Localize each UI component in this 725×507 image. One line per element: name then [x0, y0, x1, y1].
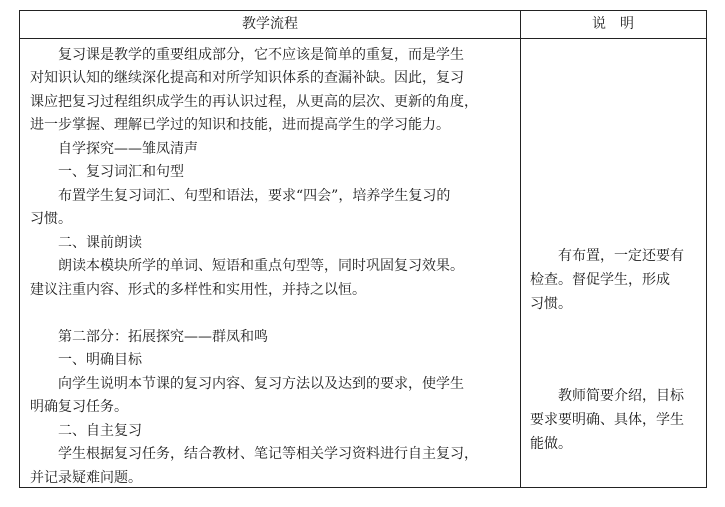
- column-divider: [520, 11, 521, 487]
- section-heading: 第二部分：拓展探究——群凤和鸣: [30, 329, 268, 345]
- note-line: 有布置，一定还要有: [530, 248, 684, 264]
- note-line: 检查。督促学生，形成: [530, 272, 670, 288]
- text-line: 进一步掌握、理解已学过的知识和技能，进而提高学生的学习能力。: [30, 117, 450, 133]
- subsection-heading: 二、课前朗读: [30, 235, 142, 251]
- note-line: 能做。: [530, 436, 572, 452]
- text-line: 学生根据复习任务，结合教材、笔记等相关学习资料进行自主复习，: [30, 446, 478, 462]
- text-line: 建议注重内容、形式的多样性和实用性，并持之以恒。: [30, 282, 366, 298]
- note-line: 习惯。: [530, 296, 572, 312]
- subsection-heading: 一、复习词汇和句型: [30, 164, 184, 180]
- text-line: 向学生说明本节课的复习内容、复习方法以及达到的要求，使学生: [30, 376, 464, 392]
- note-line: 教师简要介绍，目标: [530, 388, 684, 404]
- subsection-heading: 二、自主复习: [30, 423, 142, 439]
- lesson-table: [19, 10, 707, 488]
- section-heading: 自学探究——雏凤清声: [30, 141, 198, 157]
- text-line: 复习课是教学的重要组成部分，它不应该是简单的重复，而是学生: [30, 47, 464, 63]
- text-line: 对知识认知的继续深化提高和对所学知识体系的查漏补缺。因此，复习: [30, 70, 464, 86]
- text-line: 明确复习任务。: [30, 399, 128, 415]
- note-line: 要求要明确、具体，学生: [530, 412, 684, 428]
- text-line: 朗读本模块所学的单词、短语和重点句型等，同时巩固复习效果。: [30, 258, 464, 274]
- text-line: 并记录疑难问题。: [30, 470, 142, 486]
- text-line: 课应把复习过程组织成学生的再认识过程，从更高的层次、更新的角度，: [30, 94, 478, 110]
- text-line: 布置学生复习词汇、句型和语法，要求“四会”，培养学生复习的: [30, 188, 451, 204]
- subsection-heading: 一、明确目标: [30, 352, 142, 368]
- header-explanation: 说明: [592, 16, 648, 32]
- header-teaching-process: 教学流程: [242, 16, 298, 32]
- text-line: 习惯。: [30, 211, 72, 227]
- table-header: [20, 11, 706, 39]
